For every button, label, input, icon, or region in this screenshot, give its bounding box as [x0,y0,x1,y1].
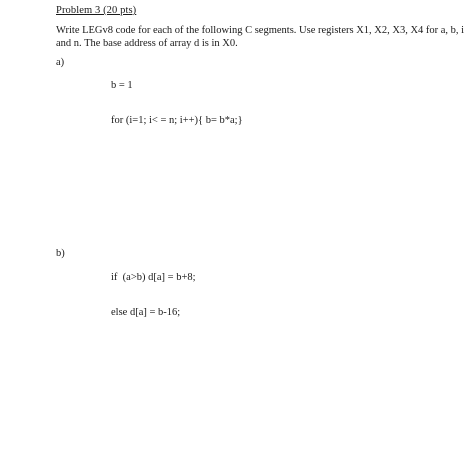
part-a-label: a) [56,57,65,68]
code-line: if (a>b) d[a] = b+8; [111,272,196,283]
part-b-code [111,249,196,341]
problem-title: Problem 3 (20 pts) [56,5,137,16]
instructions-line: Write LEGv8 code for each of the following C segments. Use registers X1, X2, X3, X4 for a, b, i [56,25,465,36]
problem-instructions [56,24,465,50]
part-a-code [111,57,243,149]
code-line: else d[a] = b-16; [111,306,181,318]
code-line: b = 1 [111,80,133,91]
part-b-label: b) [56,248,65,259]
code-line: for (i=1; i< = n; i++){ b= b*a;} [111,114,243,126]
instructions-line: and n. The base address of array d is in X0. [56,38,238,49]
